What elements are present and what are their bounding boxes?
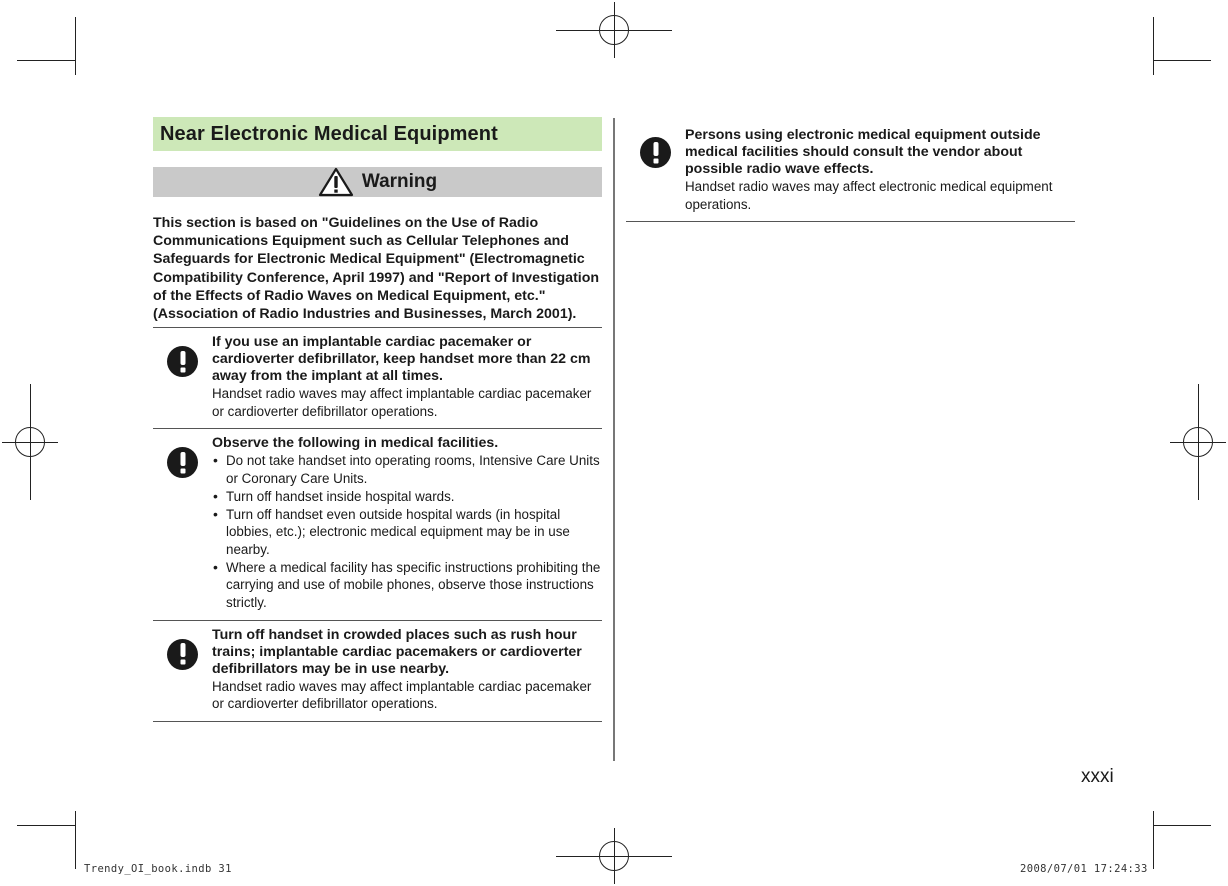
left-column bbox=[153, 117, 602, 722]
item-heading: Persons using electronic medical equipment outside medical facilities should consult the vendor about possible radio wave effects. bbox=[685, 127, 1041, 177]
warning-triangle-icon bbox=[318, 167, 354, 197]
item-heading: Turn off handset in crowded places such as rush hour trains; implantable cardiac pacemakers or cardioverter defibrillators may be in use nearby. bbox=[212, 626, 582, 677]
item-description: Handset radio waves may affect electronic medical equipment operations. bbox=[685, 179, 1053, 212]
list-item bbox=[153, 429, 602, 621]
item-heading: Observe the following in medical facilities. bbox=[212, 435, 499, 452]
bullet-item: • Where a medical facility has specific instructions prohibiting the carrying and use of mobile phones, observe those instructions strictly. bbox=[212, 559, 602, 611]
exclamation-circle-icon bbox=[640, 137, 671, 168]
exclamation-circle-icon bbox=[167, 346, 198, 377]
section-title: Near Electronic Medical Equipment bbox=[153, 117, 602, 151]
bullet-list bbox=[212, 452, 602, 611]
item-description: Handset radio waves may affect implantable cardiac pacemaker or cardioverter defibrillator operations. bbox=[212, 386, 592, 419]
bullet-item: • Turn off handset inside hospital wards. bbox=[212, 488, 602, 505]
warning-bar bbox=[153, 167, 602, 197]
item-description: Handset radio waves may affect implantable cardiac pacemaker or cardioverter defibrillator operations. bbox=[212, 678, 592, 712]
page-number: xxxi bbox=[1081, 766, 1114, 787]
item-heading: If you use an implantable cardiac pacemaker or cardioverter defibrillator, keep handset more than 22 cm away from the implant at all times. bbox=[212, 334, 591, 385]
list-item bbox=[153, 621, 602, 722]
column-divider bbox=[613, 118, 615, 761]
intro-text: This section is based on "Guidelines on the Use of Radio Communications Equipment such as Cellular Telephones and Safeguards for Electronic Medical Equipment" (Electromagnetic Compatibility Conference, April 1997) and "Report of Investigation of the Effects of Radio Waves on Medical Equipment, etc." (Association of Radio Industries and Businesses, March 2001). bbox=[153, 214, 602, 328]
warning-label: Warning bbox=[361, 171, 438, 192]
bullet-item: • Turn off handset even outside hospital wards (in hospital lobbies, etc.); electronic medical equipment may be in use nearby. bbox=[212, 506, 602, 558]
footer-timestamp: 2008/07/01 17:24:33 bbox=[1020, 863, 1148, 875]
right-column bbox=[626, 125, 1075, 222]
list-item bbox=[153, 328, 602, 429]
list-item bbox=[626, 125, 1075, 222]
bullet-item: • Do not take handset into operating rooms, Intensive Care Units or Coronary Care Units. bbox=[212, 452, 602, 487]
exclamation-circle-icon bbox=[167, 639, 198, 670]
footer-file: Trendy_OI_book.indb 31 bbox=[84, 863, 232, 875]
exclamation-circle-icon bbox=[167, 447, 198, 478]
